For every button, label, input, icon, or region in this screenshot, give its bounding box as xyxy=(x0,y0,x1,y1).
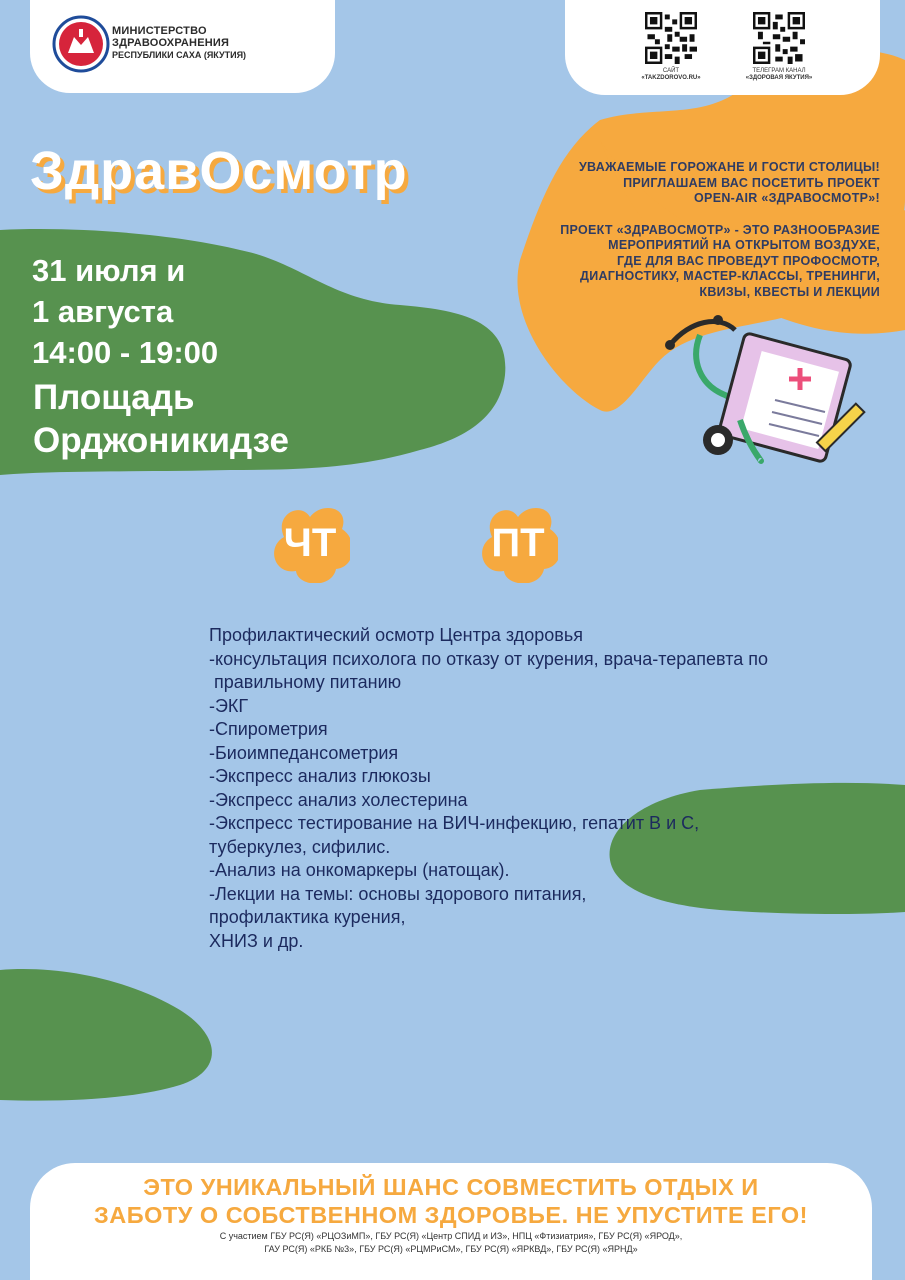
partners-line-2: ГАУ РС(Я) «РКБ №3», ГБУ РС(Я) «РЦМРиСМ», ГБУ РС(Я) «ЯРКВД», ГБУ РС(Я) «ЯРНД» xyxy=(264,1244,638,1254)
footer-partners xyxy=(30,1230,872,1256)
place-line-1: Площадь xyxy=(33,378,195,417)
program-item: -ЭКГ xyxy=(209,695,249,716)
slogan-line-2: ЗАБОТУ О СОБСТВЕННОМ ЗДОРОВЬЕ. НЕ УПУСТИТЕ ЕГО! xyxy=(94,1202,808,1228)
ministry-line-1: МИНИСТЕРСТВО xyxy=(112,25,207,37)
qr-code-telegram-icon[interactable] xyxy=(753,12,805,64)
program-item: -Экспресс анализ холестерина xyxy=(209,789,468,810)
event-title: ЗдравОсмотр xyxy=(30,141,408,201)
program-item: -Анализ на онкомаркеры (натощак). xyxy=(209,860,510,880)
qr-codes-card xyxy=(565,0,880,95)
green-blob-bottom xyxy=(0,969,212,1101)
ministry-line-3: РЕСПУБЛИКИ САХА (ЯКУТИЯ) xyxy=(112,50,247,60)
invitation-paragraph-1: УВАЖАЕМЫЕ ГОРОЖАНЕ И ГОСТИ СТОЛИЦЫ! ПРИГЛАШАЕМ ВАС ПОСЕТИТЬ ПРОЕКТ OPEN-AIR «ЗДРАВОСМОТР»! xyxy=(578,160,880,205)
qr-site-caption xyxy=(616,68,726,82)
qr-code-site-icon[interactable] xyxy=(645,12,697,64)
date-line-1: 31 июля и xyxy=(32,253,186,288)
ministry-emblem-icon xyxy=(52,15,110,73)
slogan-line-1: ЭТО УНИКАЛЬНЫЙ ШАНС СОВМЕСТИТЬ ОТДЫХ И xyxy=(143,1174,759,1200)
event-place xyxy=(33,376,289,462)
qr-telegram-label: ТЕЛЕГРАМ КАНАЛ xyxy=(752,68,806,74)
qr-telegram-value[interactable]: «ЗДОРОВАЯ ЯКУТИЯ» xyxy=(745,75,813,81)
program-item: -Лекции на темы: основы здорового питания, xyxy=(209,883,587,904)
qr-site-value[interactable]: «TAKZDOROVO.RU» xyxy=(641,75,701,81)
program-item: Профилактический осмотр Центра здоровья xyxy=(209,625,583,645)
program-item: -Биоимпедансометрия xyxy=(209,742,399,763)
program-item: -консультация психолога по отказу от курения, врача-терапевта по xyxy=(209,648,769,669)
program-item: -Экспресс тестирование на ВИЧ-инфекцию, гепатит В и С, xyxy=(209,813,700,833)
program-item: профилактика курения, xyxy=(209,907,406,927)
day-label-thursday: ЧТ xyxy=(283,521,337,565)
qr-site-label: САЙТ xyxy=(662,68,680,74)
day-label-friday: ПТ xyxy=(491,521,545,565)
invitation-paragraph-2: ПРОЕКТ «ЗДРАВОСМОТР» - ЭТО РАЗНООБРАЗИЕ МЕРОПРИЯТИЙ НА ОТКРЫТОМ ВОЗДУХЕ, ГДЕ ДЛЯ ВАС ПРОВЕДУТ ПРОФОСМОТР, ДИАГНОСТИКУ, МАСТЕР-КЛАССЫ, ТРЕНИНГИ, КВИЗЫ, КВЕСТЫ И ЛЕКЦИИ xyxy=(560,222,880,299)
date-line-2: 1 августа xyxy=(32,294,174,329)
ministry-name xyxy=(112,25,246,61)
program-item: ХНИЗ и др. xyxy=(209,930,304,951)
program-item: туберкулез, сифилис. xyxy=(209,836,391,857)
footer-slogan xyxy=(30,1173,872,1229)
ministry-line-2: ЗДРАВООХРАНЕНИЯ xyxy=(112,37,230,49)
program-item: -Экспресс анализ глюкозы xyxy=(209,766,431,786)
invitation-text xyxy=(540,160,880,316)
event-time: 14:00 - 19:00 xyxy=(32,335,219,370)
day-badge-friday xyxy=(478,503,558,583)
qr-telegram-caption xyxy=(724,68,834,82)
program-item: -Спирометрия xyxy=(209,719,328,739)
place-line-2: Орджоникидзе xyxy=(33,421,290,460)
program-list xyxy=(209,624,889,953)
partners-line-1: С участием ГБУ РС(Я) «РЦОЗиМП», ГБУ РС(Я) «Центр СПИД и ИЗ», НПЦ «Фтизиатрия», ГБУ РС(Я) «ЯРОД», xyxy=(219,1231,683,1241)
event-date-time xyxy=(32,250,218,373)
program-item: правильному питанию xyxy=(209,672,402,692)
day-badge-thursday xyxy=(270,503,350,583)
